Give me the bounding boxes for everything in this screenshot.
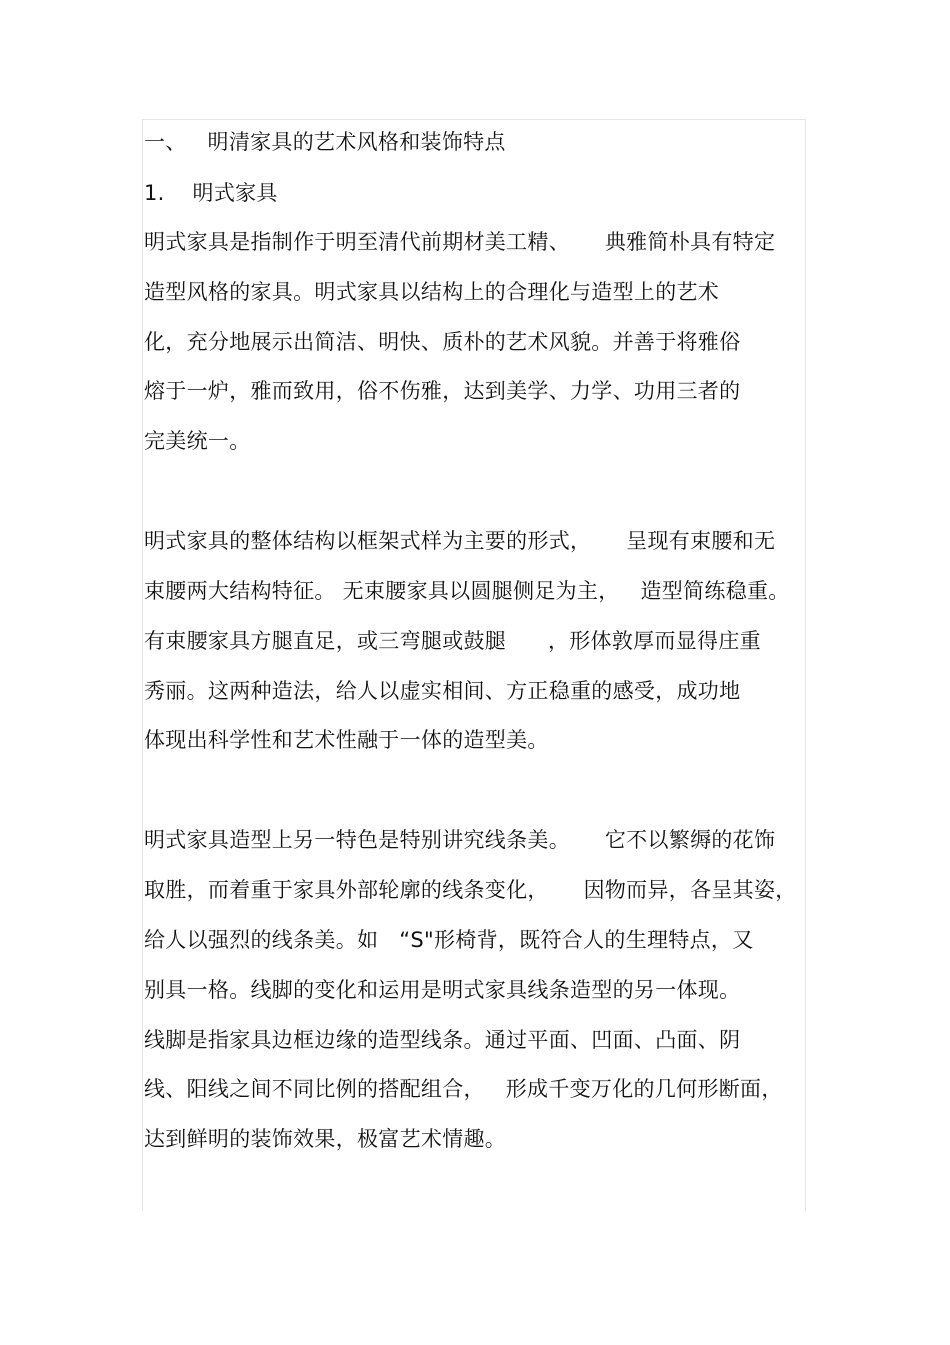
paragraph-2-line: 明式家具的整体结构以框架式样为主要的形式， 呈现有束腰和无 — [144, 529, 776, 553]
paragraph-1-line: 熔于一炉，雅而致用，俗不伤雅，达到美学、力学、功用三者的 — [144, 379, 741, 403]
paragraph-2-line: 有束腰家具方腿直足，或三弯腿或鼓腿 ，形体敦厚而显得庄重 — [144, 629, 761, 653]
paragraph-3-line: 给人以强烈的线条美。如 “S"形椅背，既符合人的生理特点，又 — [144, 928, 754, 952]
paragraph-3-line: 明式家具造型上另一特色是特别讲究线条美。 它不以繁缛的花饰 — [144, 828, 776, 852]
paragraph-3-line: 线、阳线之间不同比例的搭配组合， 形成千变万化的几何形断面， — [144, 1077, 783, 1101]
paragraph-2-line: 体现出科学性和艺术性融于一体的造型美。 — [144, 728, 549, 752]
paragraph-2-line: 束腰两大结构特征。 无束腰家具以圆腿侧足为主， 造型简练稳重。 — [144, 579, 790, 603]
section-heading: 一、 明清家具的艺术风格和装饰特点 — [144, 130, 506, 154]
paragraph-1-line: 明式家具是指制作于明至清代前期材美工精、 典雅简朴具有特定 — [144, 230, 776, 254]
paragraph-2-line: 秀丽。这两种造法，给人以虚实相间、方正稳重的感受，成功地 — [144, 679, 741, 703]
paragraph-3-line: 别具一格。线脚的变化和运用是明式家具线条造型的另一体现。 — [144, 978, 741, 1002]
paragraph-1-line: 完美统一。 — [144, 429, 251, 453]
paragraph-3-line: 取胜，而着重于家具外部轮廓的线条变化， 因物而异，各呈其姿， — [144, 878, 797, 902]
paragraph-3-line: 达到鲜明的装饰效果，极富艺术情趣。 — [144, 1127, 507, 1151]
paragraph-1-line: 化，充分地展示出简洁、明快、质朴的艺术风貌。并善于将雅俗 — [144, 330, 741, 354]
subsection-heading: 1. 明式家具 — [144, 181, 278, 205]
paragraph-3-line: 线脚是指家具边框边缘的造型线条。通过平面、凹面、凸面、阴 — [144, 1028, 741, 1052]
paragraph-1-line: 造型风格的家具。明式家具以结构上的合理化与造型上的艺术 — [144, 280, 720, 304]
